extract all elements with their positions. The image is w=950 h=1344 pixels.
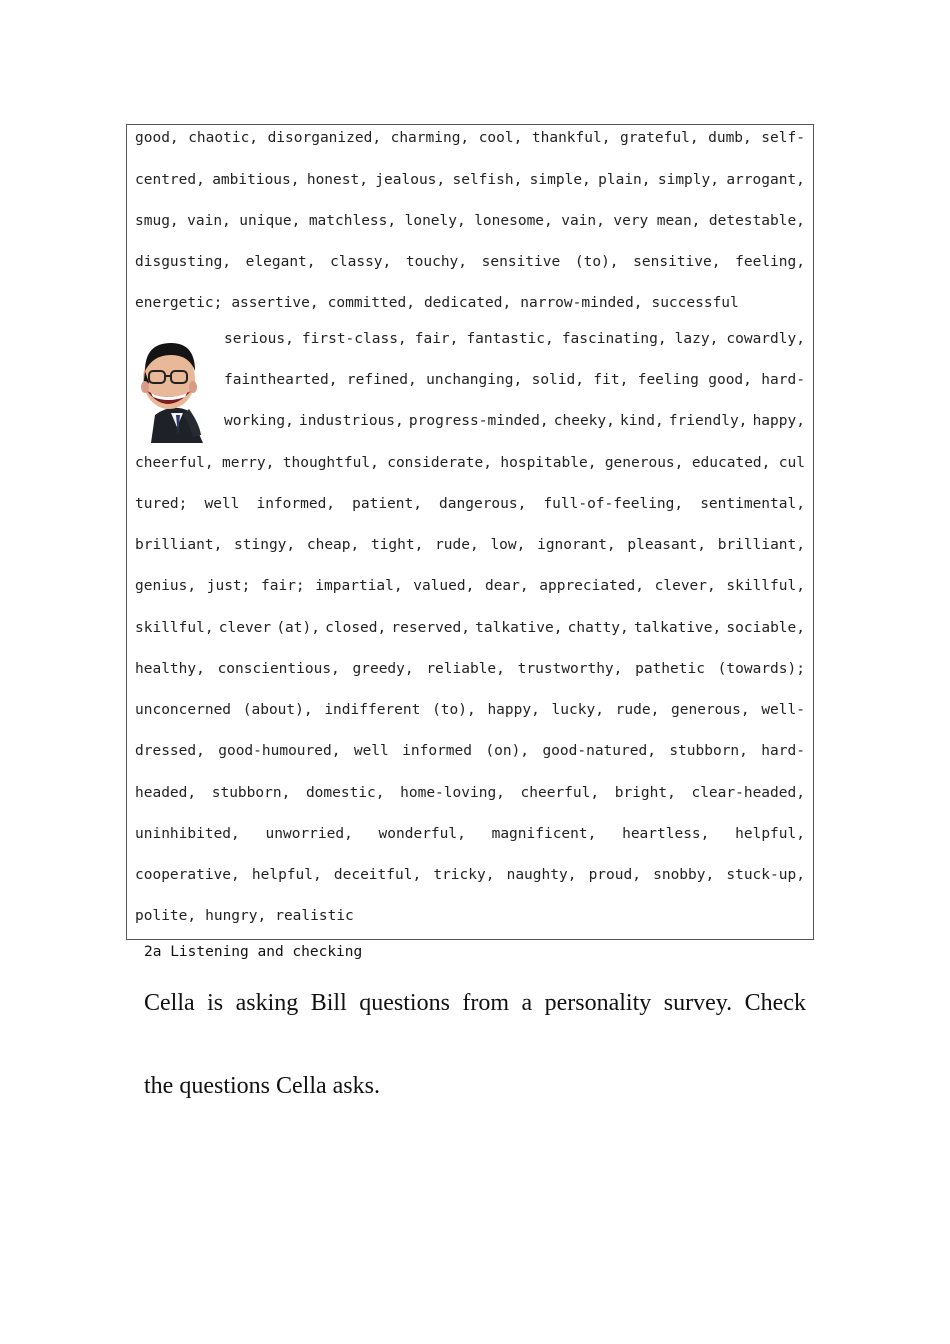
caricature-image: [131, 331, 213, 443]
word-line: disgusting, elegant, classy, touchy, sensitive (to), sensitive, feeling,: [135, 254, 805, 270]
word-line: energetic; assertive, committed, dedicated, narrow-minded, successful: [135, 295, 739, 311]
paragraph-line-2: the questions Cella asks.: [144, 1073, 380, 1099]
word-line: skillful, clever (at), closed, reserved, talkative, chatty, talkative, sociable,: [135, 620, 805, 636]
word-line: uninhibited, unworried, wonderful, magnificent, heartless, helpful,: [135, 826, 805, 842]
vocabulary-box: [126, 124, 814, 940]
word-line: tured; well informed, patient, dangerous, full-of-feeling, sentimental,: [135, 496, 805, 512]
word-line: healthy, conscientious, greedy, reliable, trustworthy, pathetic (towards);: [135, 661, 805, 677]
word-line: smug, vain, unique, matchless, lonely, lonesome, vain, very mean, detestable,: [135, 213, 805, 229]
word-line: centred, ambitious, honest, jealous, selfish, simple, plain, simply, arrogant,: [135, 172, 805, 188]
word-line: serious, first-class, fair, fantastic, fascinating, lazy, cowardly,: [224, 331, 805, 347]
word-line: fainthearted, refined, unchanging, solid, fit, feeling good, hard-: [224, 372, 805, 388]
word-line: cheerful, merry, thoughtful, considerate, hospitable, generous, educated, cul: [135, 455, 805, 471]
section-heading: 2a Listening and checking: [144, 944, 363, 960]
word-line: unconcerned (about), indifferent (to), happy, lucky, rude, generous, well-: [135, 702, 805, 718]
word-line: brilliant, stingy, cheap, tight, rude, low, ignorant, pleasant, brilliant,: [135, 537, 805, 553]
word-line: cooperative, helpful, deceitful, tricky, naughty, proud, snobby, stuck-up,: [135, 867, 805, 883]
word-line: headed, stubborn, domestic, home-loving, cheerful, bright, clear-headed,: [135, 785, 805, 801]
word-line: genius, just; fair; impartial, valued, dear, appreciated, clever, skillful,: [135, 578, 805, 594]
paragraph-line-1: Cella is asking Bill questions from a personality survey. Check: [144, 990, 806, 1016]
word-line: working, industrious, progress-minded, cheeky, kind, friendly, happy,: [224, 413, 805, 429]
word-line: polite, hungry, realistic: [135, 908, 354, 924]
word-line: dressed, good-humoured, well informed (on), good-natured, stubborn, hard-: [135, 743, 805, 759]
word-line: good, chaotic, disorganized, charming, cool, thankful, grateful, dumb, self-: [135, 130, 805, 146]
